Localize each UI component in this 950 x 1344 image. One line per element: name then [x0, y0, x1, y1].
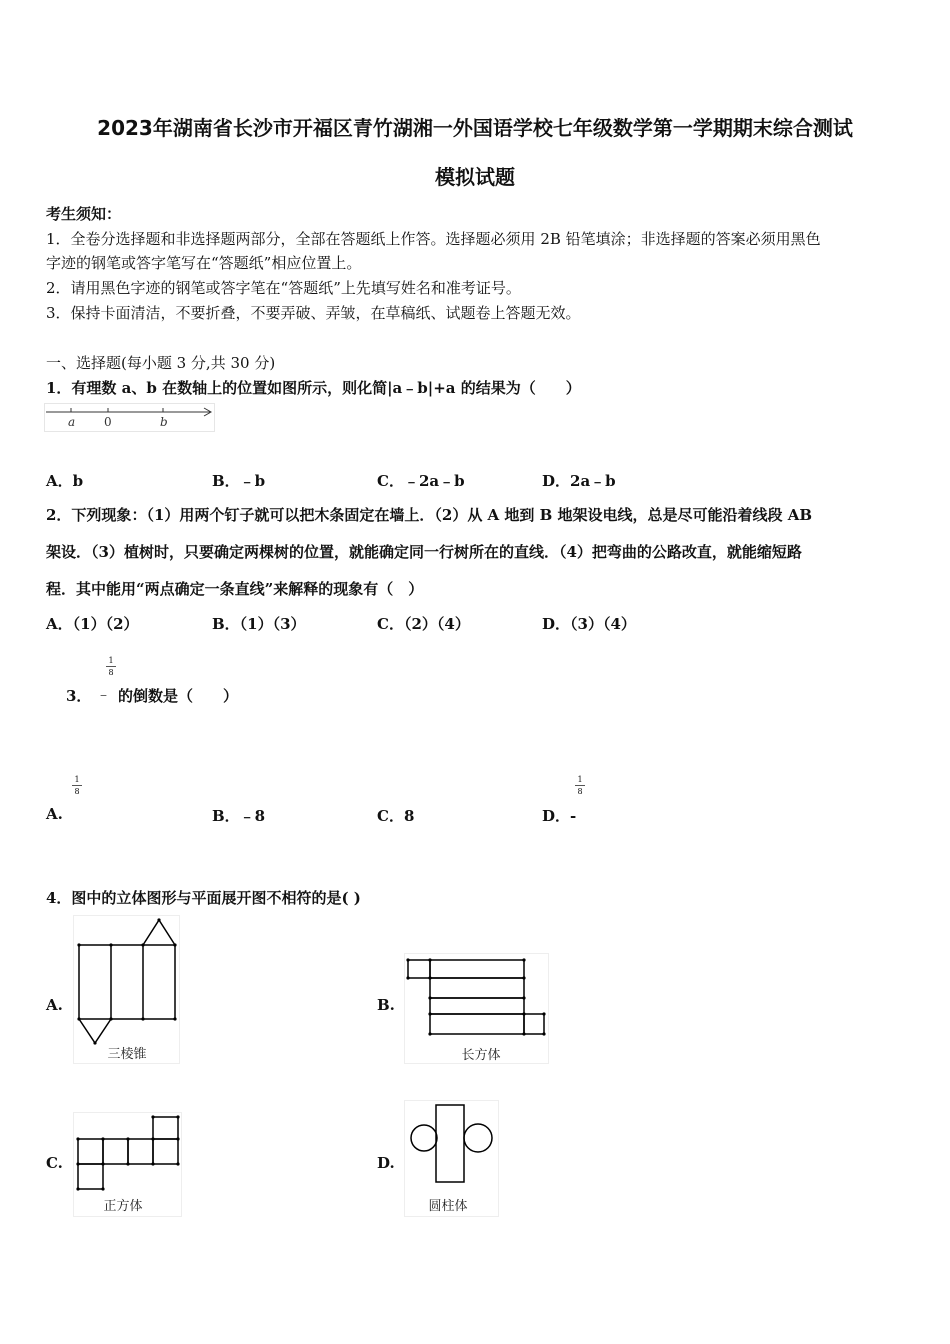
q1-option-c[interactable]: C．﹣2a﹣b — [377, 472, 465, 490]
q4-option-b-label[interactable]: B. — [377, 996, 395, 1014]
q3-option-b[interactable]: B．﹣8 — [212, 807, 266, 825]
q2-stem-line-1: 2．下列现象：（1）用两个钉子就可以把木条固定在墙上．（2）从 A 地到 B 地架设电线，总是尽可能沿着线段 AB — [46, 506, 813, 524]
q4-option-c-label[interactable]: C. — [46, 1154, 63, 1172]
q3-minus: ﹣ — [96, 685, 112, 703]
q4-option-d-caption: 圆柱体 — [428, 1199, 468, 1214]
q1-option-d[interactable]: D．2a﹣b — [542, 472, 616, 490]
page-title-line2: 模拟试题 — [435, 165, 515, 189]
q2-option-b[interactable]: B．（1）（3） — [212, 615, 306, 633]
q3-option-a-denominator: 8 — [74, 787, 80, 796]
q3-number: 3． — [66, 687, 92, 705]
q4-option-d-label[interactable]: D. — [377, 1154, 395, 1172]
q2-option-a[interactable]: A．（1）（2） — [46, 615, 139, 633]
q4-option-b-net-diagram — [404, 953, 550, 1065]
q3-option-d-numerator: 1 — [577, 775, 583, 784]
q1-label-0: 0 — [104, 415, 112, 429]
q3-option-d-label[interactable]: D．- — [542, 807, 577, 825]
q1-option-b[interactable]: B．﹣b — [212, 472, 266, 490]
page-title: 2023年湖南省长沙市开福区青竹湖湘一外国语学校七年级数学第一学期期末综合测试 — [97, 116, 853, 140]
section-heading: 一、选择题(每小题 3 分,共 30 分) — [46, 354, 276, 372]
q4-stem: 4．图中的立体图形与平面展开图不相符的是( ) — [46, 889, 361, 907]
q2-option-d[interactable]: D．（3）（4） — [542, 615, 636, 633]
q4-option-d-net-diagram — [404, 1100, 500, 1218]
q3-option-a-numerator: 1 — [74, 775, 80, 784]
q4-option-c-caption: 正方体 — [103, 1199, 143, 1214]
notice-item-1-line-1: 1．全卷分选择题和非选择题两部分，全部在答题纸上作答。选择题必须用 2B 铅笔填涂；非选择题的答案必须用黑色 — [46, 230, 821, 248]
q2-option-c[interactable]: C．（2）（4） — [377, 615, 470, 633]
q1-label-b: b — [160, 415, 168, 429]
notice-item-3: 3．保持卡面清洁，不要折叠，不要弄破、弄皱，在草稿纸、试题卷上答题无效。 — [46, 304, 581, 322]
q4-option-b-caption: 长方体 — [461, 1048, 501, 1063]
q4-option-c-net-diagram — [73, 1112, 183, 1218]
q4-option-a-label[interactable]: A. — [46, 996, 63, 1014]
q3-fraction-denominator: 8 — [108, 668, 114, 677]
q1-label-a: a — [68, 415, 76, 429]
q3-fraction-numerator: 1 — [108, 656, 114, 665]
q2-stem-line-3: 程．其中能用“两点确定一条直线”来解释的现象有（ ） — [46, 580, 424, 598]
q3-option-c[interactable]: C．8 — [377, 807, 415, 825]
q1-option-a[interactable]: A．b — [46, 472, 84, 490]
notice-item-1-line-2: 字迹的钢笔或答字笔写在“答题纸”相应位置上。 — [46, 254, 362, 272]
q1-number-line — [44, 403, 216, 433]
q4-option-a-net-diagram — [73, 915, 181, 1065]
q4-option-a-caption: 三棱锥 — [107, 1047, 147, 1062]
q3-stem-suffix: 的倒数是（ ） — [118, 687, 239, 705]
q3-fraction — [106, 656, 116, 677]
q3-option-d-denominator: 8 — [577, 787, 583, 796]
q1-stem: 1．有理数 a、b 在数轴上的位置如图所示，则化简|a﹣b|+a 的结果为（ ） — [46, 379, 581, 397]
notice-heading: 考生须知： — [46, 205, 122, 223]
q3-option-a-label[interactable]: A. — [46, 805, 63, 823]
notice-item-2: 2．请用黑色字迹的钢笔或答字笔在“答题纸”上先填写姓名和准考证号。 — [46, 279, 521, 297]
q3-option-d-fraction — [575, 775, 585, 796]
q3-option-a-fraction — [72, 775, 82, 796]
q2-stem-line-2: 架设．（3）植树时，只要确定两棵树的位置，就能确定同一行树所在的直线．（4）把弯曲的公路改直，就能缩短路 — [46, 543, 802, 561]
